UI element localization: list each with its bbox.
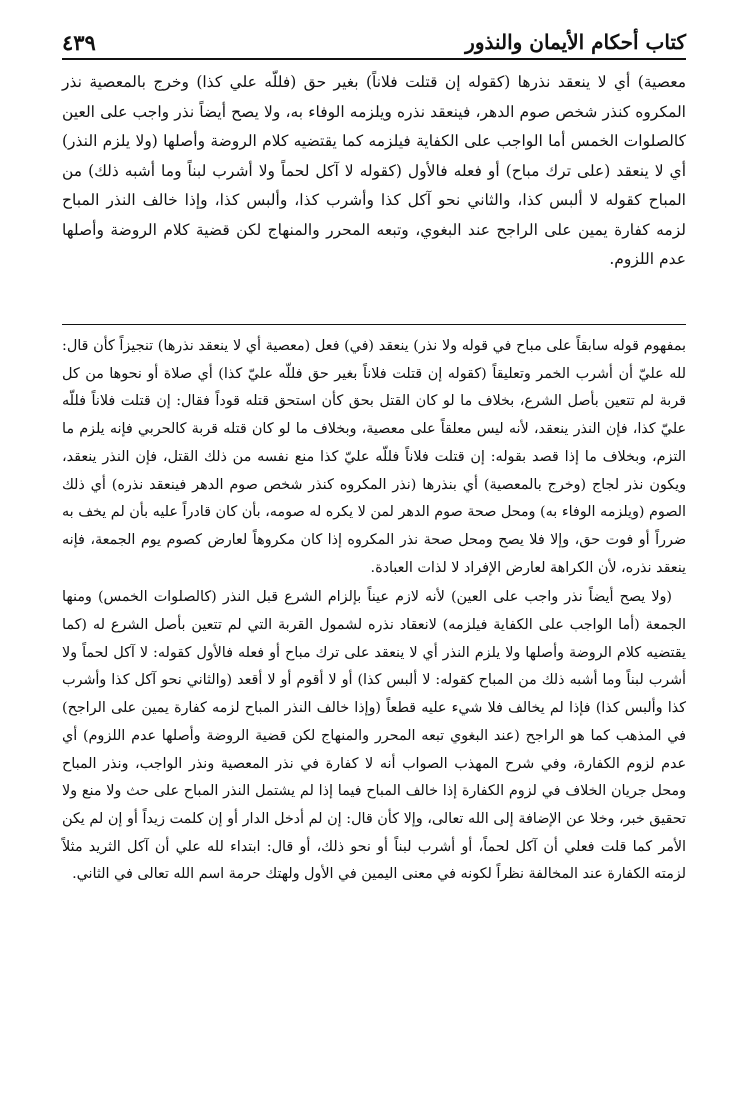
- main-text-block: [62, 68, 686, 275]
- commentary-paragraph-2: (ولا يصح أيضاً نذر واجب على العين) لأنه لازم عيناً بإلزام الشرع قبل النذر (كالصلوات الخمس) ومنها الجمعة (أما الواجب على الكفاية فيلزمه) لانعقاد نذره لشمول القربة التي لم تتعين بأصل الشرع له (كما يقتضيه كلام الروضة وأصلها ولا يلزم النذر أي لا ينعقد على ترك مباح أو فعله فالأول كقوله: لا آكل لحماً ولا أشرب لبناً وما أشبه ذلك من المباح كقوله: لا ألبس كذا) أو لا أقوم أو لا أقعد (والثاني نحو آكل كذا وأشرب كذا وألبس كذا) فإذا لم يخالف فلا شيء عليه قطعاً (وإذا خالف النذر المباح لزمه كفارة يمين على الراجح) في المذهب كما هو الراجح (عند البغوي تبعه المحرر والمنهاج لكن قضية الروضة وأصلها عدم اللزوم) أي عدم لزوم الكفارة، وفي شرح المهذب الصواب أنه لا كفارة في نذر المعصية ونذر الواجب، ونذر المباح ومحل جريان الخلاف في لزوم الكفارة إذا خالف المباح فيما إذا لم يشتمل النذر المباح على حث ولا منع ولا تحقيق خبر، وخلا عن الإضافة إلى الله تعالى، وإلا كأن قال: إن لم أدخل الدار أو إن كلمت زيداً أو إن لم يكن الأمر كما قلت فعلي أن آكل لحماً، أو أشرب لبناً أو نحو ذلك، أو قال: ابتداء لله علي أن آكل الثريد مثلاً لزمته الكفارة عند المخالفة نظراً لكونه في معنى اليمين في الأول ولهتك حرمة اسم الله تعالى في الثاني.: [62, 589, 686, 883]
- page-header: [62, 28, 686, 60]
- commentary-paragraph-1: بمفهوم قوله سابقاً على مباح في قوله ولا نذر) ينعقد (في) فعل (معصية أي لا ينعقد نذرها) تنجيزاً كأن قال: لله عليّ أن أشرب الخمر وتعليقاً (كقوله إن قتلت فلاناً بغير حق فللّه عليّ كذا) أي صلاة أو نحوها من كل قربة لم تتعين بأصل الشرع، بخلاف ما لو كان القتل بحق كأن استحق قتله قوداً فقال: إن قتلت فلاناً فللّه عليّ كذا، فإن النذر ينعقد، لأنه ليس معلقاً على معصية، وبخلاف ما لو كان قتله قربة كالحربي فإنه يلزم ما التزم، وبخلاف ما إذا قصد بقوله: إن قتلت فلاناً فللّه عليّ كذا منع نفسه من ذلك القتل، فإن النذر ينعقد، ويكون نذر لجاج (وخرج بالمعصية) أي بنذرها (نذر المكروه كنذر شخص صوم الدهر فينعقد نذره) أي ذلك الصوم (ويلزمه الوفاء به) ومحل صحة صوم الدهر لمن لا يكره له صومه، بأن كان قادراً عليه بأن لم يخف به ضرراً أو فوت حق، وإلا فلا يصح ومحل صحة نذر المكروه إذا كان مكروهاً لعارض كصوم يوم الجمعة، فإنه ينعقد نذره، لأن الكراهة لعارض الإفراد لا لذات العبادة.: [62, 338, 686, 576]
- book-title: كتاب أحكام الأيمان والنذور: [465, 30, 686, 54]
- main-paragraph: معصية) أي لا ينعقد نذرها (كقوله إن قتلت فلاناً) بغير حق (فللّه علي كذا) وخرج بالمعصية نذر المكروه كنذر شخص صوم الدهر، فينعقد نذره ويلزمه الوفاء به، ولا يصح أيضاً نذر واجب على العين كالصلوات الخمس أما الواجب على الكفاية فيلزمه كما يقتضيه كلام الروضة وأصلها (ولا يلزم النذر) أي لا ينعقد (على ترك مباح) أو فعله فالأول (كقوله لا آكل لحماً ولا أشرب لبناً وما أشبه ذلك) من المباح كقوله لا ألبس كذا، والثاني نحو آكل كذا وأشرب كذا، وألبس كذا، وإذا خالف النذر المباح لزمه كفارة يمين على الراجح عند البغوي، وتبعه المحرر والمنهاج لكن قضية كلام الروضة وأصلها عدم اللزوم.: [62, 73, 686, 268]
- commentary-block: [62, 333, 686, 889]
- footnote-divider: [62, 324, 686, 325]
- page-number: ٤٣٩: [62, 30, 96, 55]
